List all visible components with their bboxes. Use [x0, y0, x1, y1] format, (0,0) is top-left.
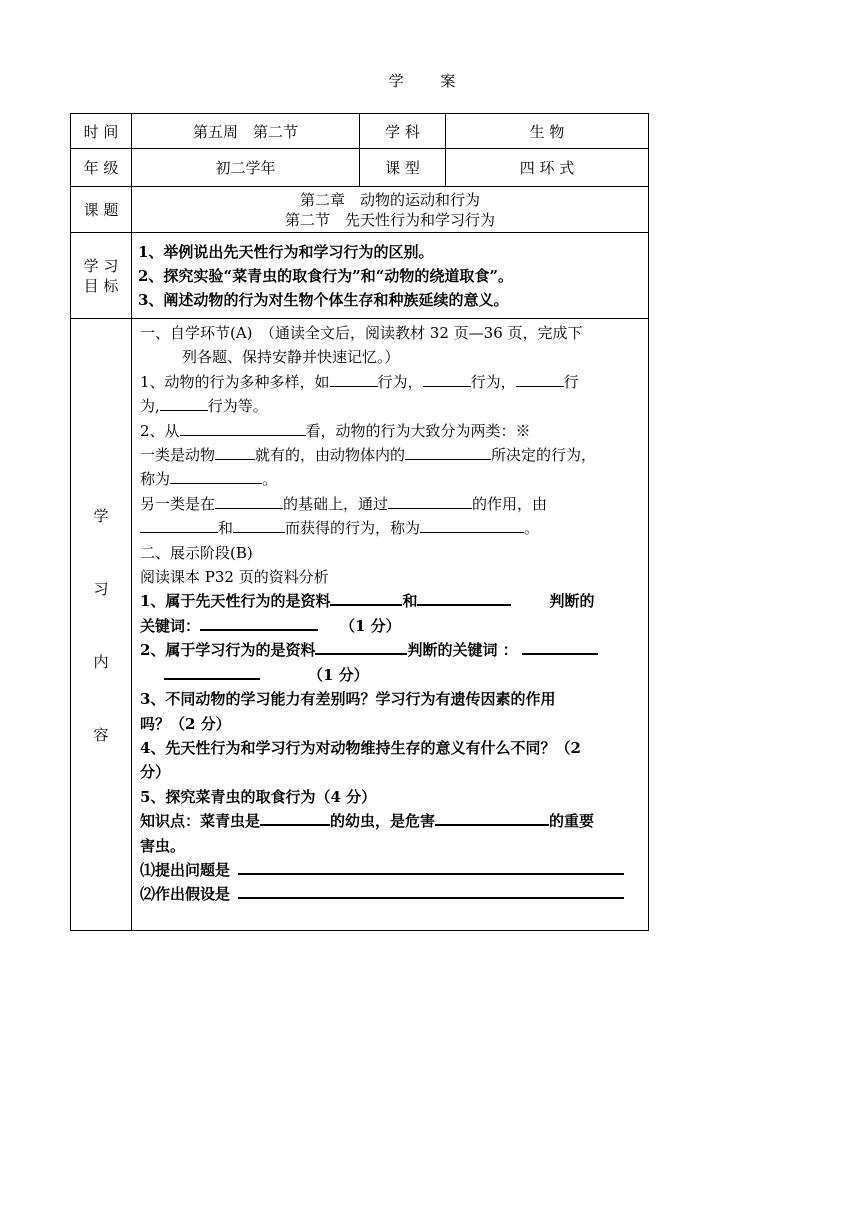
topic-label: 课 题 — [71, 187, 132, 233]
time-label: 时 间 — [71, 114, 132, 149]
content-label — [71, 319, 132, 931]
b-question-4: 4、先天性行为和学习行为对动物维持生存的意义有什么不同？（2 — [140, 738, 581, 757]
question-2-line4: 另一类是在 的基础上，通过 的作用，由 — [140, 494, 548, 513]
row-goals — [71, 233, 649, 319]
time-value: 第五周 第二节 — [132, 114, 360, 149]
content-label-char: 习 — [93, 579, 109, 598]
knowledge-point-cont: 害虫。 — [140, 836, 186, 855]
subject-value: 生 物 — [446, 114, 649, 149]
knowledge-point: 知识点：菜青虫是 的幼虫，是危害 的重要 — [140, 812, 595, 831]
blank[interactable] — [233, 518, 285, 533]
content-label-char: 内 — [93, 652, 109, 671]
blank[interactable] — [315, 639, 407, 655]
question-2-line3: 称为 。 — [140, 470, 278, 489]
grade-value: 初二学年 — [132, 149, 360, 187]
topic-cell — [132, 187, 649, 233]
type-value: 四 环 式 — [446, 149, 649, 187]
make-hypothesis: ⑵作出假设是 — [140, 882, 642, 906]
b-question-1: 1、属于先天性行为的是资料 和 判断的 — [140, 592, 595, 611]
goals-label-bottom: 目 标 — [83, 276, 119, 295]
section-display: 二、展示阶段(B) — [140, 543, 253, 562]
blank[interactable] — [388, 494, 472, 509]
blank[interactable] — [238, 883, 624, 899]
blank[interactable] — [330, 372, 378, 387]
row-time — [71, 114, 649, 149]
b-question-3: 3、不同动物的学习能力有差别吗？学习行为有遗传因素的作用 — [140, 690, 556, 709]
goals-list — [132, 233, 649, 319]
blank[interactable] — [215, 445, 255, 460]
blank[interactable] — [330, 590, 402, 606]
blank[interactable] — [180, 421, 306, 436]
question-2: 2、从 看，动物的行为大致分为两类：※ — [140, 421, 531, 440]
b-question-2-cont: （1 分） — [140, 663, 642, 687]
row-content — [71, 319, 649, 931]
goals-label-top: 学 习 — [83, 256, 119, 275]
b-question-3-cont: 吗？（2 分） — [140, 714, 231, 733]
blank[interactable] — [417, 590, 511, 606]
b-question-1-cont: 关键词： （1 分） — [140, 616, 401, 635]
lesson-plan-table — [70, 113, 649, 931]
row-grade — [71, 149, 649, 187]
blank[interactable] — [423, 372, 471, 387]
b-question-4-cont: 分） — [140, 763, 171, 782]
section-self-study: 一、自学环节(A) （通读全文后，阅读教材 32 页—36 页，完成下 — [140, 324, 583, 342]
blank[interactable] — [170, 469, 262, 484]
topic-section: 第二节 先天性行为和学习行为 — [284, 210, 495, 229]
goal-item: 1、举例说出先天性行为和学习行为的区别。 — [138, 242, 434, 261]
grade-label: 年 级 — [71, 149, 132, 187]
b-question-2: 2、属于学习行为的是资料 判断的关键词 ： — [140, 638, 642, 662]
blank[interactable] — [200, 615, 318, 631]
blank[interactable] — [164, 664, 260, 680]
blank[interactable] — [420, 518, 524, 533]
question-1: 1、动物的行为多种多样，如 行为， 行为， 行 — [140, 372, 579, 391]
blank[interactable] — [435, 810, 549, 826]
goal-item: 3、阐述动物的行为对生物个体生存和种族延续的意义。 — [138, 290, 509, 309]
b-question-5: 5、探究菜青虫的取食行为（4 分） — [140, 787, 377, 806]
blank[interactable] — [516, 372, 564, 387]
question-2-line5: 和 而获得的行为，称为 。 — [140, 516, 642, 540]
content-body — [132, 319, 649, 931]
reading-instruction: 阅读课本 P32 页的资料分析 — [140, 568, 329, 587]
blank[interactable] — [238, 859, 624, 875]
goals-label — [71, 233, 132, 319]
blank[interactable] — [160, 396, 208, 411]
blank[interactable] — [260, 810, 330, 826]
page-title: 学 案 — [388, 72, 472, 90]
topic-chapter: 第二章 动物的运动和行为 — [299, 190, 480, 209]
content-label-char: 容 — [93, 725, 109, 744]
question-1-cont: 为, 行为等。 — [140, 397, 268, 416]
goal-item: 2、探究实验“菜青虫的取食行为”和“动物的绕道取食”。 — [138, 266, 513, 285]
subject-label: 学 科 — [360, 114, 446, 149]
blank[interactable] — [215, 494, 283, 509]
blank[interactable] — [140, 518, 218, 533]
type-label: 课 型 — [360, 149, 446, 187]
pose-question: ⑴提出问题是 — [140, 858, 642, 882]
section-self-study-cont: 列各题、保持安静并快速记忆。） — [182, 348, 400, 367]
content-label-char: 学 — [93, 506, 109, 525]
blank[interactable] — [522, 639, 598, 655]
blank[interactable] — [405, 445, 491, 460]
question-2-line2: 一类是动物 就有的，由动物体内的 所决定的行为， — [140, 446, 597, 465]
row-topic — [71, 187, 649, 233]
